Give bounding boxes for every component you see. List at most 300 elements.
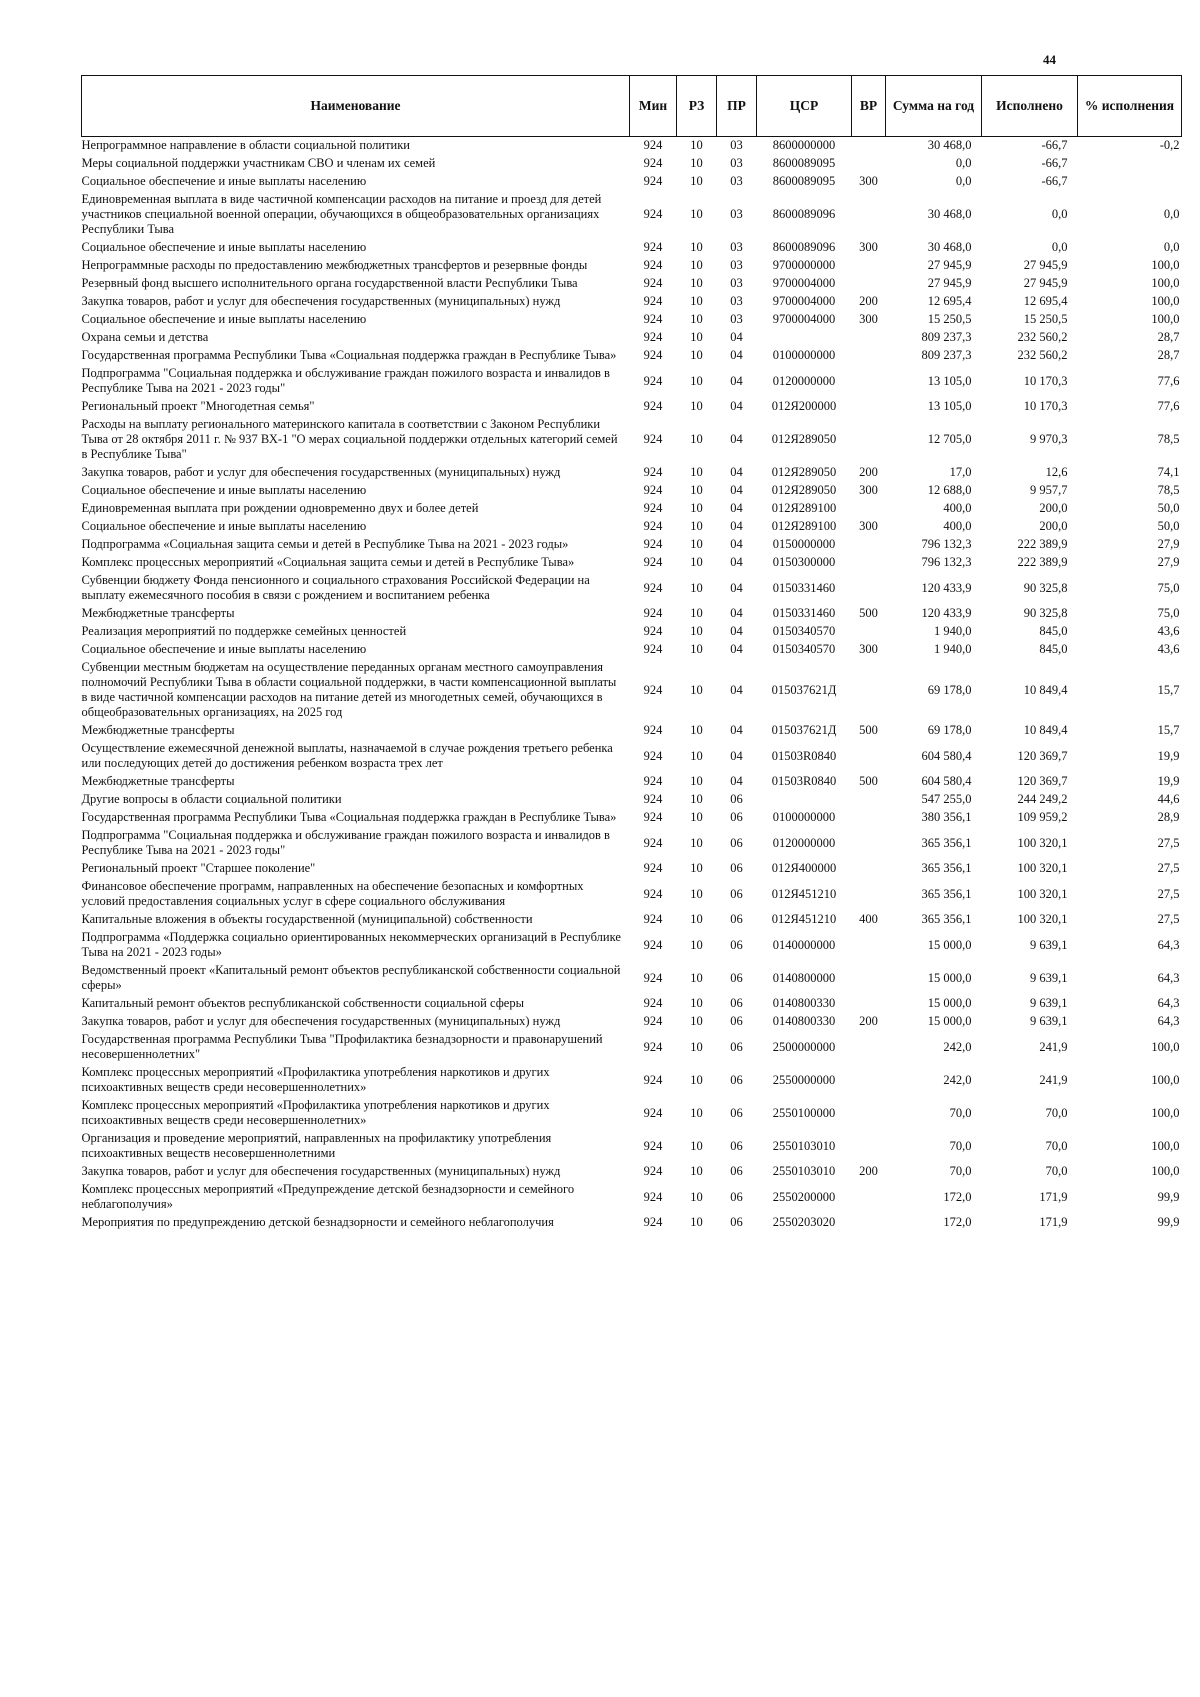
cell-name: Закупка товаров, работ и услуг для обеспечения государственных (муниципальных) нужд	[81, 1164, 561, 1178]
cell-pr: 06	[730, 1215, 743, 1229]
cell-vr	[852, 623, 886, 641]
cell-rz: 10	[690, 682, 703, 697]
cell-pr: 06	[730, 1138, 743, 1153]
table-row	[82, 1013, 1182, 1031]
cell-vr	[852, 659, 886, 722]
table-row	[82, 605, 1182, 623]
table-row	[82, 239, 1182, 257]
cell-min: 924	[643, 580, 663, 595]
cell-pr: 04	[730, 555, 743, 569]
table-row	[82, 791, 1182, 809]
cell-rz: 10	[690, 1138, 703, 1153]
cell-csr: 8600089095	[772, 156, 836, 170]
header-sum: Сумма на год	[886, 76, 982, 137]
cell-sum: 13 105,0	[927, 399, 972, 413]
cell-pr: 03	[730, 156, 743, 170]
cell-sum: 796 132,3	[921, 537, 972, 551]
cell-sum: 15 250,5	[927, 312, 972, 326]
cell-pct: 27,5	[1157, 835, 1180, 850]
cell-name: Единовременная выплата в виде частичной компенсации расходов на питание и проезд для детей участников специальной военной операции, обучающихся в общеобразовательных организациях Республики Тыва	[81, 192, 602, 236]
cell-sum: 15 000,0	[927, 970, 972, 985]
cell-pct: 19,9	[1157, 748, 1180, 763]
table-row	[82, 1031, 1182, 1064]
cell-name: Комплекс процессных мероприятий «Предупреждение детской безнадзорности и семейного неблагополучия»	[81, 1182, 575, 1211]
cell-name: Меры социальной поддержки участникам СВО и членам их семей	[81, 156, 436, 170]
cell-min: 924	[643, 432, 663, 446]
cell-rz: 10	[690, 348, 703, 362]
cell-csr: 012Я400000	[771, 861, 837, 875]
cell-pct: 77,6	[1157, 373, 1180, 388]
cell-csr: 0150331460	[772, 606, 836, 620]
cell-vr: 200	[859, 294, 878, 308]
table-row	[82, 311, 1182, 329]
table-row	[82, 809, 1182, 827]
cell-rz: 10	[690, 996, 703, 1010]
cell-pr: 06	[730, 886, 743, 901]
cell-done: 232 560,2	[1017, 330, 1068, 344]
cell-rz: 10	[690, 501, 703, 515]
cell-done: 0,0	[1051, 240, 1068, 254]
cell-pr: 06	[730, 861, 743, 875]
cell-min: 924	[643, 1072, 663, 1087]
cell-pr: 04	[730, 774, 743, 788]
cell-pct: 64,3	[1157, 970, 1180, 985]
table-row	[82, 155, 1182, 173]
table-row	[82, 536, 1182, 554]
cell-done: -66,7	[1041, 138, 1068, 152]
table-row	[82, 1181, 1182, 1214]
table-row	[82, 554, 1182, 572]
cell-min: 924	[643, 501, 663, 515]
cell-min: 924	[643, 682, 663, 697]
table-row	[82, 137, 1182, 156]
cell-done: 120 369,7	[1017, 774, 1068, 788]
table-row	[82, 740, 1182, 773]
cell-done: 70,0	[1045, 1164, 1068, 1178]
cell-csr: 015037621Д	[771, 723, 837, 737]
cell-pr: 06	[730, 937, 743, 952]
cell-pr: 04	[730, 373, 743, 388]
cell-rz: 10	[690, 294, 703, 308]
table-body	[82, 137, 1182, 1233]
cell-pct: 100,0	[1151, 1072, 1180, 1087]
cell-name: Резервный фонд высшего исполнительного органа государственной власти Республики Тыва	[81, 276, 578, 290]
cell-vr	[852, 1214, 886, 1232]
cell-vr	[852, 191, 886, 239]
cell-name: Непрограммные расходы по предоставлению межбюджетных трансфертов и резервные фонды	[81, 258, 588, 272]
header-pct: % исполнения	[1078, 76, 1182, 137]
cell-done: -66,7	[1041, 174, 1068, 188]
cell-pct: 64,3	[1157, 1014, 1180, 1028]
cell-done: 100 320,1	[1017, 861, 1068, 875]
cell-sum: 400,0	[943, 519, 972, 533]
cell-sum: 796 132,3	[921, 555, 972, 569]
cell-min: 924	[643, 555, 663, 569]
cell-pct: 100,0	[1151, 1164, 1180, 1178]
cell-rz: 10	[690, 258, 703, 272]
header-rz: РЗ	[677, 76, 717, 137]
cell-pr: 06	[730, 1039, 743, 1054]
cell-vr	[852, 1031, 886, 1064]
cell-rz: 10	[690, 886, 703, 901]
cell-sum: 365 356,1	[921, 861, 972, 875]
cell-name: Субвенции местным бюджетам на осуществление переданных органам местного самоуправления полномочий Республики Тыва в области социальной поддержки, в части компенсационной выплаты в виде частичной компенсации расходов на питание детей из многодетных семей, обучающихся в общеобразовательных организациях, на 2025 год	[81, 660, 617, 719]
cell-vr	[852, 827, 886, 860]
cell-vr: 200	[859, 1014, 878, 1028]
cell-pct: 64,3	[1157, 996, 1180, 1010]
cell-csr: 2550200000	[772, 1189, 836, 1204]
cell-name: Субвенции бюджету Фонда пенсионного и социального страхования Российской Федерации на выплату ежемесячного пособия в связи с рождением и воспитанием ребенка	[81, 573, 590, 602]
cell-done: 70,0	[1045, 1138, 1068, 1153]
cell-done: 171,9	[1039, 1189, 1068, 1204]
cell-vr	[852, 137, 886, 156]
cell-rz: 10	[690, 207, 703, 221]
cell-pct: 78,5	[1157, 432, 1180, 446]
cell-name: Организация и проведение мероприятий, направленных на профилактику употребления психоактивных веществ несовершеннолетними	[81, 1131, 552, 1160]
cell-name: Ведомственный проект «Капитальный ремонт объектов республиканской собственности социальной сферы»	[81, 963, 621, 992]
cell-done: 120 369,7	[1017, 748, 1068, 763]
cell-pr: 06	[730, 1072, 743, 1087]
cell-sum: 27 945,9	[927, 276, 972, 290]
cell-pr: 06	[730, 1014, 743, 1028]
cell-pr: 04	[730, 330, 743, 344]
cell-csr	[757, 329, 852, 347]
cell-rz: 10	[690, 835, 703, 850]
cell-vr	[852, 860, 886, 878]
cell-done: 109 959,2	[1017, 810, 1068, 824]
cell-min: 924	[643, 174, 663, 188]
cell-vr	[852, 878, 886, 911]
cell-pct: 50,0	[1157, 519, 1180, 533]
cell-pct: 100,0	[1151, 294, 1180, 308]
cell-csr: 0140800000	[772, 970, 836, 985]
cell-pr: 03	[730, 207, 743, 221]
cell-csr: 012Я289050	[771, 465, 837, 479]
cell-pct: 100,0	[1151, 1138, 1180, 1153]
cell-min: 924	[643, 276, 663, 290]
cell-pr: 04	[730, 483, 743, 497]
table-row	[82, 500, 1182, 518]
cell-name: Закупка товаров, работ и услуг для обеспечения государственных (муниципальных) нужд	[81, 465, 561, 479]
cell-pct: 15,7	[1157, 682, 1180, 697]
cell-pr: 06	[730, 970, 743, 985]
cell-rz: 10	[690, 156, 703, 170]
cell-sum: 1 940,0	[934, 624, 972, 638]
table-row	[82, 1214, 1182, 1232]
cell-name: Социальное обеспечение и иные выплаты населению	[81, 312, 367, 326]
cell-name: Межбюджетные трансферты	[81, 606, 235, 620]
cell-pr: 06	[730, 996, 743, 1010]
cell-name: Осуществление ежемесячной денежной выплаты, назначаемой в случае рождения третьего ребенка или последующих детей до достижения ребенком возраста трех лет	[81, 741, 613, 770]
cell-sum: 13 105,0	[927, 373, 972, 388]
table-row	[82, 365, 1182, 398]
cell-rz: 10	[690, 912, 703, 926]
cell-rz: 10	[690, 748, 703, 763]
cell-sum: 172,0	[943, 1215, 972, 1229]
cell-sum: 30 468,0	[927, 240, 972, 254]
table-row	[82, 659, 1182, 722]
cell-pr: 03	[730, 174, 743, 188]
cell-vr	[852, 155, 886, 173]
cell-done: 10 849,4	[1023, 682, 1068, 697]
cell-name: Подпрограмма "Социальная поддержка и обслуживание граждан пожилого возраста и инвалидов в Республике Тыва на 2021 - 2023 годы"	[81, 366, 610, 395]
cell-min: 924	[643, 348, 663, 362]
table-row	[82, 572, 1182, 605]
cell-min: 924	[643, 792, 663, 806]
cell-pct: 50,0	[1157, 501, 1180, 515]
cell-rz: 10	[690, 1039, 703, 1054]
cell-pct: 15,7	[1157, 723, 1180, 737]
table-row	[82, 416, 1182, 464]
cell-done: 100 320,1	[1017, 886, 1068, 901]
cell-vr	[852, 791, 886, 809]
cell-name: Комплекс процессных мероприятий «Профилактика употребления наркотиков и других психоактивных веществ среди несовершеннолетних»	[81, 1065, 550, 1094]
cell-done: 9 639,1	[1030, 1014, 1068, 1028]
cell-pr: 04	[730, 624, 743, 638]
cell-csr: 012Я289050	[771, 483, 837, 497]
table-row	[82, 773, 1182, 791]
cell-done: 70,0	[1045, 1105, 1068, 1120]
cell-min: 924	[643, 810, 663, 824]
cell-pct: 43,6	[1157, 624, 1180, 638]
cell-pct: 28,7	[1157, 330, 1180, 344]
cell-sum: 15 000,0	[927, 996, 972, 1010]
cell-done: 845,0	[1039, 642, 1068, 656]
cell-pct: 100,0	[1151, 276, 1180, 290]
cell-rz: 10	[690, 1189, 703, 1204]
cell-rz: 10	[690, 723, 703, 737]
cell-pct: 99,9	[1157, 1189, 1180, 1204]
cell-rz: 10	[690, 138, 703, 152]
cell-min: 924	[643, 861, 663, 875]
cell-sum: 70,0	[949, 1105, 972, 1120]
cell-pct: 74,1	[1157, 465, 1180, 479]
cell-name: Единовременная выплата при рождении одновременно двух и более детей	[81, 501, 479, 515]
cell-rz: 10	[690, 399, 703, 413]
cell-sum: 380 356,1	[921, 810, 972, 824]
cell-rz: 10	[690, 937, 703, 952]
cell-rz: 10	[690, 1072, 703, 1087]
cell-sum: 30 468,0	[927, 138, 972, 152]
cell-vr	[852, 929, 886, 962]
cell-rz: 10	[690, 432, 703, 446]
cell-min: 924	[643, 138, 663, 152]
cell-name: Государственная программа Республики Тыва "Профилактика безнадзорности и правонарушений несовершеннолетних"	[81, 1032, 603, 1061]
cell-pct: 27,5	[1157, 912, 1180, 926]
cell-pr: 04	[730, 748, 743, 763]
table-row	[82, 173, 1182, 191]
header-csr: ЦСР	[757, 76, 852, 137]
table-row	[82, 911, 1182, 929]
cell-min: 924	[643, 1039, 663, 1054]
cell-rz: 10	[690, 624, 703, 638]
cell-name: Комплекс процессных мероприятий «Социальная защита семьи и детей в Республике Тыва»	[81, 555, 575, 569]
cell-pr: 04	[730, 642, 743, 656]
cell-rz: 10	[690, 861, 703, 875]
cell-vr	[852, 365, 886, 398]
cell-vr	[852, 416, 886, 464]
table-row	[82, 929, 1182, 962]
cell-name: Социальное обеспечение и иные выплаты населению	[81, 174, 367, 188]
cell-rz: 10	[690, 483, 703, 497]
cell-vr	[852, 500, 886, 518]
cell-done: 845,0	[1039, 624, 1068, 638]
cell-min: 924	[643, 373, 663, 388]
cell-name: Капитальный ремонт объектов республиканской собственности социальной сферы	[81, 996, 524, 1010]
cell-pr: 03	[730, 294, 743, 308]
cell-sum: 365 356,1	[921, 912, 972, 926]
cell-csr: 2550203020	[772, 1215, 836, 1229]
cell-min: 924	[643, 1189, 663, 1204]
cell-sum: 17,0	[949, 465, 972, 479]
header-pr: ПР	[717, 76, 757, 137]
table-row	[82, 623, 1182, 641]
cell-min: 924	[643, 835, 663, 850]
cell-done: 90 325,8	[1023, 580, 1068, 595]
cell-min: 924	[643, 970, 663, 985]
cell-csr: 2550103010	[772, 1164, 836, 1178]
table-row	[82, 191, 1182, 239]
table-row	[82, 482, 1182, 500]
budget-table-container	[81, 75, 1181, 1232]
cell-csr: 0120000000	[772, 373, 836, 388]
cell-sum: 12 695,4	[927, 294, 972, 308]
cell-min: 924	[643, 1138, 663, 1153]
table-row	[82, 257, 1182, 275]
cell-pct	[1078, 173, 1182, 191]
cell-sum: 15 000,0	[927, 937, 972, 952]
cell-done: 9 957,7	[1030, 483, 1068, 497]
cell-min: 924	[643, 294, 663, 308]
cell-csr: 8600089096	[772, 240, 836, 254]
cell-done: 90 325,8	[1023, 606, 1068, 620]
cell-vr: 200	[859, 465, 878, 479]
cell-name: Комплекс процессных мероприятий «Профилактика употребления наркотиков и других психоактивных веществ среди несовершеннолетних»	[81, 1098, 550, 1127]
table-row	[82, 464, 1182, 482]
cell-pct: 100,0	[1151, 1105, 1180, 1120]
cell-sum: 809 237,3	[921, 330, 972, 344]
cell-min: 924	[643, 1105, 663, 1120]
table-row	[82, 995, 1182, 1013]
cell-name: Социальное обеспечение и иные выплаты населению	[81, 642, 367, 656]
cell-vr	[852, 536, 886, 554]
cell-done: 100 320,1	[1017, 912, 1068, 926]
cell-min: 924	[643, 465, 663, 479]
cell-csr: 2550000000	[772, 1072, 836, 1087]
table-row	[82, 347, 1182, 365]
cell-pr: 04	[730, 682, 743, 697]
cell-min: 924	[643, 207, 663, 221]
cell-csr: 0150340570	[772, 624, 836, 638]
cell-sum: 242,0	[943, 1072, 972, 1087]
cell-sum: 809 237,3	[921, 348, 972, 362]
table-row	[82, 518, 1182, 536]
cell-done: 222 389,9	[1017, 537, 1068, 551]
table-row	[82, 398, 1182, 416]
cell-csr: 0150000000	[772, 537, 836, 551]
cell-pr: 06	[730, 1189, 743, 1204]
cell-pct: 0,0	[1163, 207, 1180, 221]
header-done: Исполнено	[982, 76, 1078, 137]
cell-done: 27 945,9	[1023, 258, 1068, 272]
cell-csr: 0140800330	[772, 996, 836, 1010]
cell-pct: 75,0	[1157, 580, 1180, 595]
cell-vr	[852, 329, 886, 347]
cell-pr: 03	[730, 240, 743, 254]
cell-csr: 2550100000	[772, 1105, 836, 1120]
header-row	[82, 76, 1182, 137]
table-header	[82, 76, 1182, 137]
cell-vr: 300	[859, 312, 878, 326]
cell-min: 924	[643, 1014, 663, 1028]
cell-min: 924	[643, 624, 663, 638]
cell-min: 924	[643, 399, 663, 413]
table-row	[82, 275, 1182, 293]
cell-csr: 0100000000	[772, 810, 836, 824]
header-name: Наименование	[82, 76, 630, 137]
cell-done: 9 639,1	[1030, 937, 1068, 952]
cell-csr	[757, 791, 852, 809]
cell-min: 924	[643, 1215, 663, 1229]
cell-done: 15 250,5	[1023, 312, 1068, 326]
cell-csr: 01503R0840	[771, 774, 837, 788]
cell-done: 222 389,9	[1017, 555, 1068, 569]
cell-csr: 0150340570	[772, 642, 836, 656]
cell-csr: 015037621Д	[771, 682, 837, 697]
cell-vr: 300	[859, 174, 878, 188]
cell-min: 924	[643, 912, 663, 926]
table-row	[82, 962, 1182, 995]
cell-name: Социальное обеспечение и иные выплаты населению	[81, 240, 367, 254]
cell-name: Расходы на выплату регионального материнского капитала в соответствии с Законом Республики Тыва от 28 октября 2011 г. № 937 ВХ-1 "О мерах социальной поддержки отдельных категорий семей в Республике Тыва"	[81, 417, 618, 461]
cell-pct: 19,9	[1157, 774, 1180, 788]
cell-done: 0,0	[1051, 207, 1068, 221]
cell-csr: 8600089095	[772, 174, 836, 188]
cell-pr: 04	[730, 580, 743, 595]
cell-vr	[852, 809, 886, 827]
cell-sum: 0,0	[955, 156, 972, 170]
cell-name: Подпрограмма «Поддержка социально ориентированных некоммерческих организаций в Республике Тыва на 2021 - 2023 годы»	[81, 930, 621, 959]
cell-name: Капитальные вложения в объекты государственной (муниципальной) собственности	[81, 912, 533, 926]
cell-pct: -0,2	[1159, 138, 1180, 152]
cell-vr	[852, 962, 886, 995]
cell-vr	[852, 740, 886, 773]
cell-pr: 04	[730, 432, 743, 446]
cell-csr: 0150331460	[772, 580, 836, 595]
cell-sum: 172,0	[943, 1189, 972, 1204]
cell-csr: 0140800330	[772, 1014, 836, 1028]
cell-done: 232 560,2	[1017, 348, 1068, 362]
cell-min: 924	[643, 519, 663, 533]
cell-name: Социальное обеспечение и иные выплаты населению	[81, 519, 367, 533]
cell-sum: 70,0	[949, 1164, 972, 1178]
cell-pr: 04	[730, 501, 743, 515]
cell-rz: 10	[690, 580, 703, 595]
table-row	[82, 860, 1182, 878]
cell-pct: 27,9	[1157, 555, 1180, 569]
cell-pct: 75,0	[1157, 606, 1180, 620]
cell-min: 924	[643, 937, 663, 952]
cell-vr	[852, 1064, 886, 1097]
cell-csr: 0120000000	[772, 835, 836, 850]
cell-min: 924	[643, 774, 663, 788]
cell-rz: 10	[690, 1105, 703, 1120]
cell-done: 171,9	[1039, 1215, 1068, 1229]
cell-sum: 120 433,9	[921, 606, 972, 620]
cell-pct: 100,0	[1151, 312, 1180, 326]
cell-pr: 03	[730, 258, 743, 272]
cell-min: 924	[643, 330, 663, 344]
